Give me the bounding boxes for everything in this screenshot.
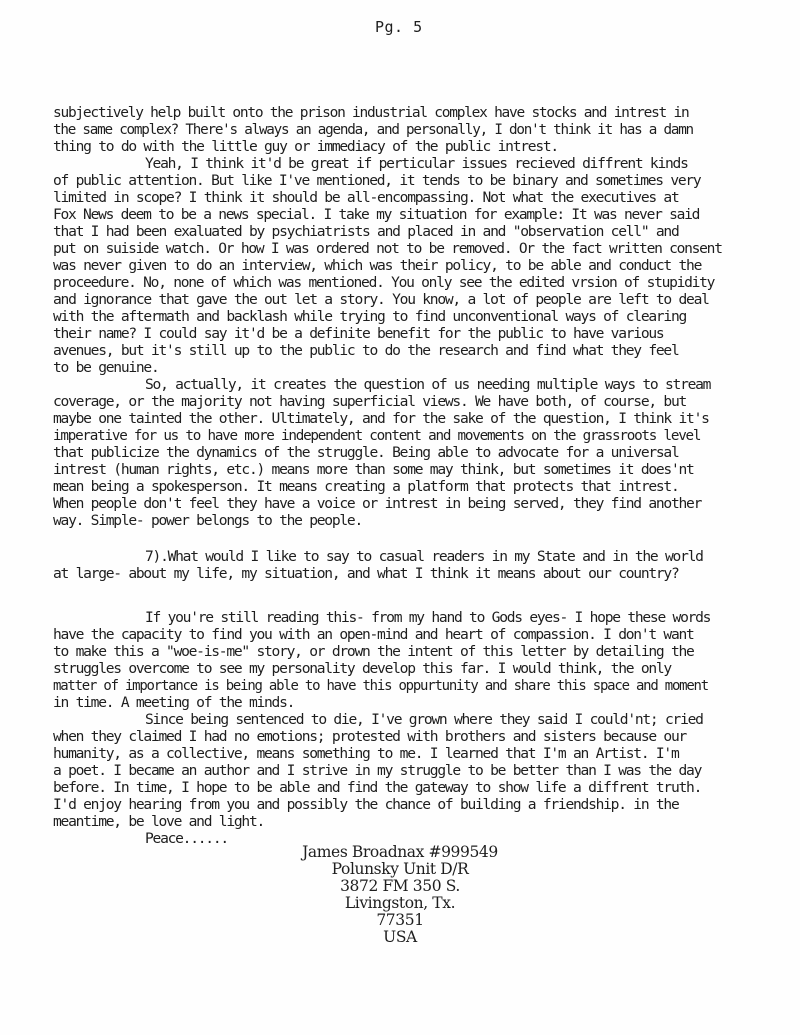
text-line: that publicize the dynamics of the struggle. Being able to advocate for a universal xyxy=(53,444,679,461)
text-line: was never given to do an interview, which was their policy, to be able and conduct the xyxy=(53,257,702,274)
text-line: proceedure. No, none of which was mentioned. You only see the edited vrsion of stupidity xyxy=(53,274,715,291)
text-line: meantime, be love and light. xyxy=(53,813,265,830)
address-name: James Broadnax #999549 xyxy=(302,843,498,861)
text-line: a poet. I became an author and I strive in my struggle to be better than I was the day xyxy=(53,762,702,779)
text-line: of public attention. But like I've mentioned, it tends to be binary and sometimes very xyxy=(53,172,701,189)
text-line: I'd enjoy hearing from you and possibly the chance of building a friendship. in the xyxy=(53,796,679,813)
text-line: avenues, but it's still up to the public to do the research and find what they feel xyxy=(53,342,679,359)
text-line: and ignorance that gave the out let a story. You know, a lot of people are left to deal xyxy=(53,291,709,308)
page-number: Pg. 5 xyxy=(375,18,423,36)
text-line: humanity, as a collective, means something to me. I learned that I'm an Artist. I'm xyxy=(53,745,679,762)
question-line: at large- about my life, my situation, and what I think it means about our country? xyxy=(53,565,679,582)
text-line: thing to do with the little guy or immediacy of the public intrest. xyxy=(53,138,558,155)
text-line: So, actually, it creates the question of us needing multiple ways to stream xyxy=(145,376,711,393)
text-line: that I had been exaluated by psychiatrists and placed in and "observation cell" and xyxy=(53,223,679,240)
text-line: their name? I could say it'd be a definite benefit for the public to have various xyxy=(53,325,664,342)
text-line: limited in scope? I think it should be all-encompassing. Not what the executives at xyxy=(53,189,679,206)
text-line: If you're still reading this- from my hand to Gods eyes- I hope these words xyxy=(145,609,711,626)
text-line: with the aftermath and backlash while trying to find unconventional ways of clearing xyxy=(53,308,687,325)
mailing-address xyxy=(275,844,525,945)
text-line: to be genuine. xyxy=(53,359,159,376)
text-line: subjectively help built onto the prison industrial complex have stocks and intrest in xyxy=(53,104,689,121)
text-line: the same complex? There's always an agenda, and personally, I don't think it has a damn xyxy=(53,121,693,138)
text-line: way. Simple- power belongs to the people. xyxy=(53,512,362,529)
address-zip: 77351 xyxy=(376,910,424,929)
text-line: When people don't feel they have a voice or intrest in being served, they find another xyxy=(53,495,702,512)
text-line: coverage, or the majority not having superficial views. We have both, of course, but xyxy=(53,393,687,410)
sign-off: Peace...... xyxy=(145,830,228,847)
text-line: imperative for us to have more independent content and movements on the grassroots level xyxy=(53,427,701,444)
address-city: Livingston, Tx. xyxy=(344,893,456,912)
address-street: 3872 FM 350 S. xyxy=(340,876,460,895)
text-line: maybe one tainted the other. Ultimately, and for the sake of the question, I think it's xyxy=(53,410,709,427)
text-line: mean being a spokesperson. It means creating a platform that protects that intrest. xyxy=(53,478,679,495)
text-line: struggles overcome to see my personality develop this far. I would think, the only xyxy=(53,660,671,677)
text-line: before. In time, I hope to be able and find the gateway to show life a diffrent truth. xyxy=(53,779,702,796)
text-line: in time. A meeting of the minds. xyxy=(53,694,295,711)
address-unit: Polunsky Unit D/R xyxy=(331,859,469,878)
text-line: to make this a "woe-is-me" story, or drown the intent of this letter by detailing the xyxy=(53,643,694,660)
text-line: when they claimed I had no emotions; protested with brothers and sisters because our xyxy=(53,728,687,745)
text-line: Since being sentenced to die, I've grown where they said I could'nt; cried xyxy=(145,711,703,728)
text-line: Fox News deem to be a news special. I take my situation for example: It was never said xyxy=(53,206,700,223)
text-line: intrest (human rights, etc.) means more than some may think, but sometimes it does'nt xyxy=(53,461,694,478)
question-line: 7).What would I like to say to casual readers in my State and in the world xyxy=(145,548,703,565)
address-country: USA xyxy=(383,927,417,946)
text-line: matter of importance is being able to have this oppurtunity and share this space and moment xyxy=(53,677,708,694)
text-line: put on suiside watch. Or how I was ordered not to be removed. Or the fact written consent xyxy=(53,240,722,257)
text-line: have the capacity to find you with an open-mind and heart of compassion. I don't want xyxy=(53,626,694,643)
text-line: Yeah, I think it'd be great if perticular issues recieved diffrent kinds xyxy=(145,155,688,172)
